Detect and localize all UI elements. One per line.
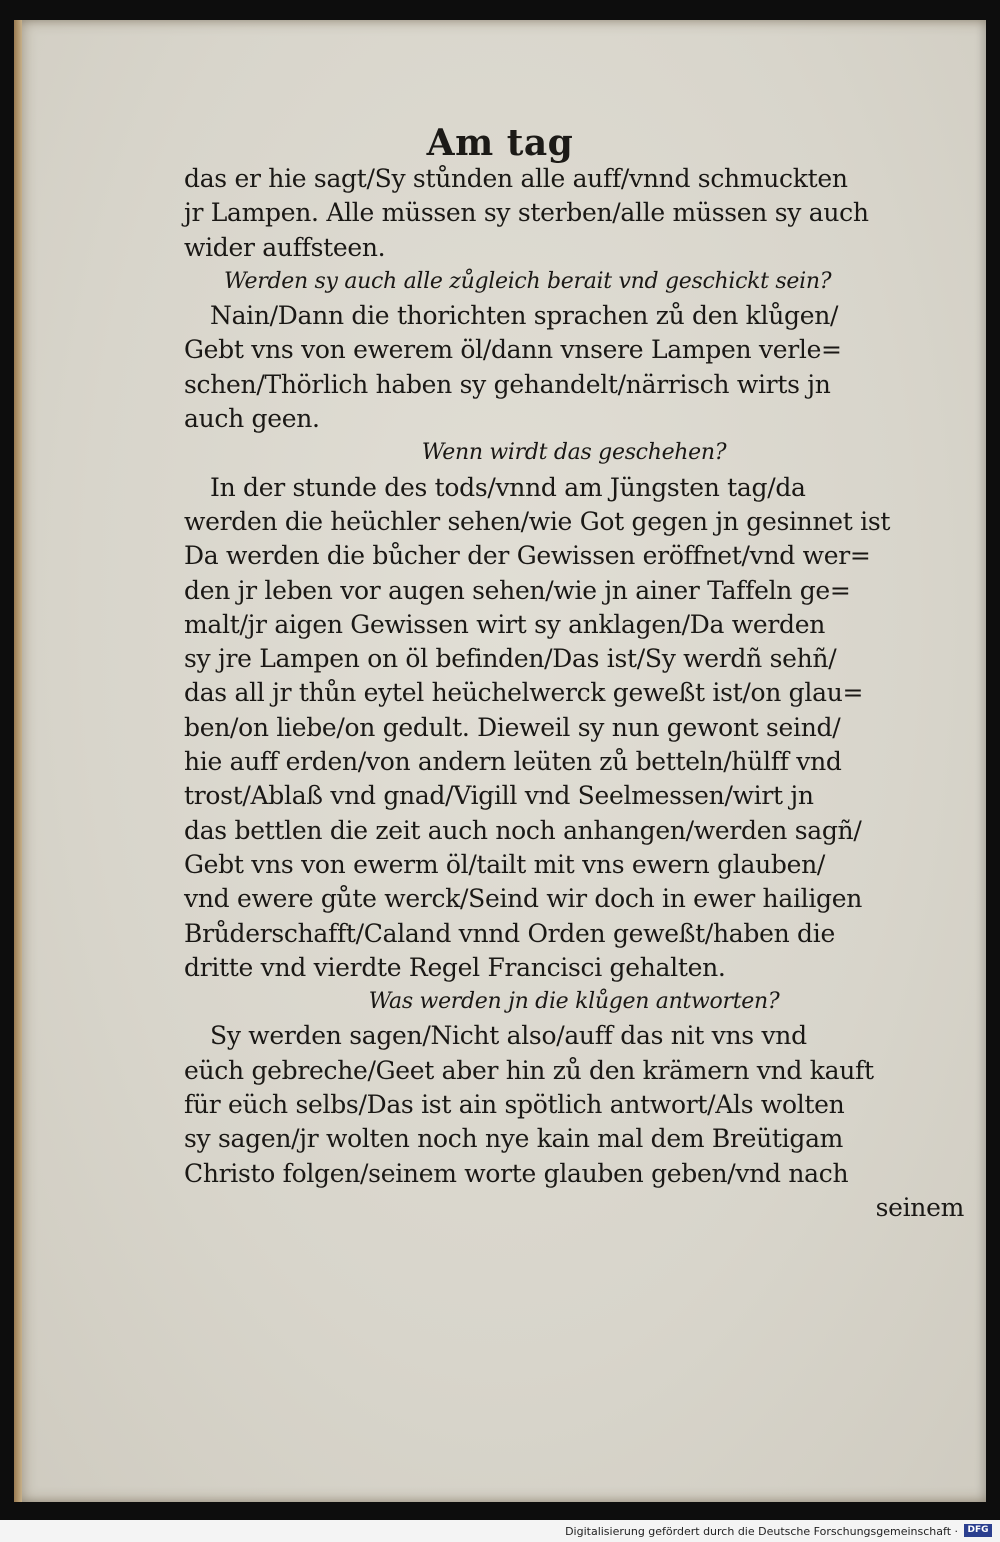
text-line: Wenn wirdt das geschehen? <box>421 440 727 466</box>
text-line: Gebt vns von ewerem öl/dann vnsere Lampen verle= <box>184 335 842 365</box>
footer-credit: Digitalisierung gefördert durch die Deutsche Forschungsgemeinschaft · <box>565 1525 958 1538</box>
text-line: hie auff erden/von andern leüten zů betteln/hülff vnd <box>184 747 842 777</box>
text-line: auch geen. <box>184 404 320 434</box>
text-line: In der stunde des tods/vnnd am Jüngsten tag/da <box>210 472 806 502</box>
text-line: ben/on liebe/on gedult. Dieweil sy nun gewont seind/ <box>184 712 841 742</box>
page-binding-edge <box>14 20 22 1502</box>
text-line: Sy werden sagen/Nicht also/auff das nit vns vnd <box>210 1021 807 1051</box>
text-line: Christo folgen/seinem worte glauben geben/vnd nach <box>184 1158 849 1188</box>
body-text <box>184 162 964 1225</box>
text-line: den jr leben vor augen sehen/wie jn ainer Taffeln ge= <box>184 575 851 605</box>
running-head: Am tag <box>426 122 574 164</box>
text-line: das bettlen die zeit auch noch anhangen/werden sagñ/ <box>184 815 862 845</box>
text-line: das er hie sagt/Sy stůnden alle auff/vnnd schmuckten <box>184 164 848 193</box>
text-line: dritte vnd vierdte Regel Francisci gehalten. <box>184 952 726 982</box>
text-line: eüch gebreche/Geet aber hin zů den krämern vnd kauft <box>184 1055 874 1085</box>
text-line: Nain/Dann die thorichten sprachen zů den klůgen/ <box>210 301 839 331</box>
text-line: jr Lampen. Alle müssen sy sterben/alle müssen sy auch <box>184 198 869 228</box>
text-line: Werden sy auch alle zůgleich berait vnd geschickt sein? <box>224 268 832 294</box>
dfg-logo: DFG <box>964 1524 992 1537</box>
text-line: vnd ewere gůte werck/Seind wir doch in ewer hailigen <box>184 884 863 914</box>
text-line: für eüch selbs/Das ist ain spötlich antwort/Als wolten <box>184 1090 845 1120</box>
text-line: trost/Ablaß vnd gnad/Vigill vnd Seelmessen/wirt jn <box>184 781 814 811</box>
text-line: Da werden die bůcher der Gewissen eröffnet/vnd wer= <box>184 541 871 571</box>
text-line: werden die heüchler sehen/wie Got gegen jn gesinnet ist <box>184 506 891 536</box>
text-line: wider auffsteen. <box>184 232 386 262</box>
text-line: Brůderschafft/Caland vnnd Orden geweßt/haben die <box>184 918 835 948</box>
book-page <box>14 20 986 1502</box>
text-line: Gebt vns von ewerm öl/tailt mit vns ewern glauben/ <box>184 849 825 879</box>
text-line: Was werden jn die klůgen antworten? <box>368 989 780 1015</box>
text-line: sy sagen/jr wolten noch nye kain mal dem Breütigam <box>184 1124 844 1154</box>
text-line: malt/jr aigen Gewissen wirt sy anklagen/Da werden <box>184 609 825 639</box>
text-line: sy jre Lampen on öl befinden/Das ist/Sy werdñ sehñ/ <box>184 644 837 674</box>
text-line: das all jr thůn eytel heüchelwerck geweßt ist/on glau= <box>184 678 864 708</box>
text-line: schen/Thörlich haben sy gehandelt/närrisch wirts jn <box>184 369 831 399</box>
text-line: seinem <box>875 1192 964 1222</box>
